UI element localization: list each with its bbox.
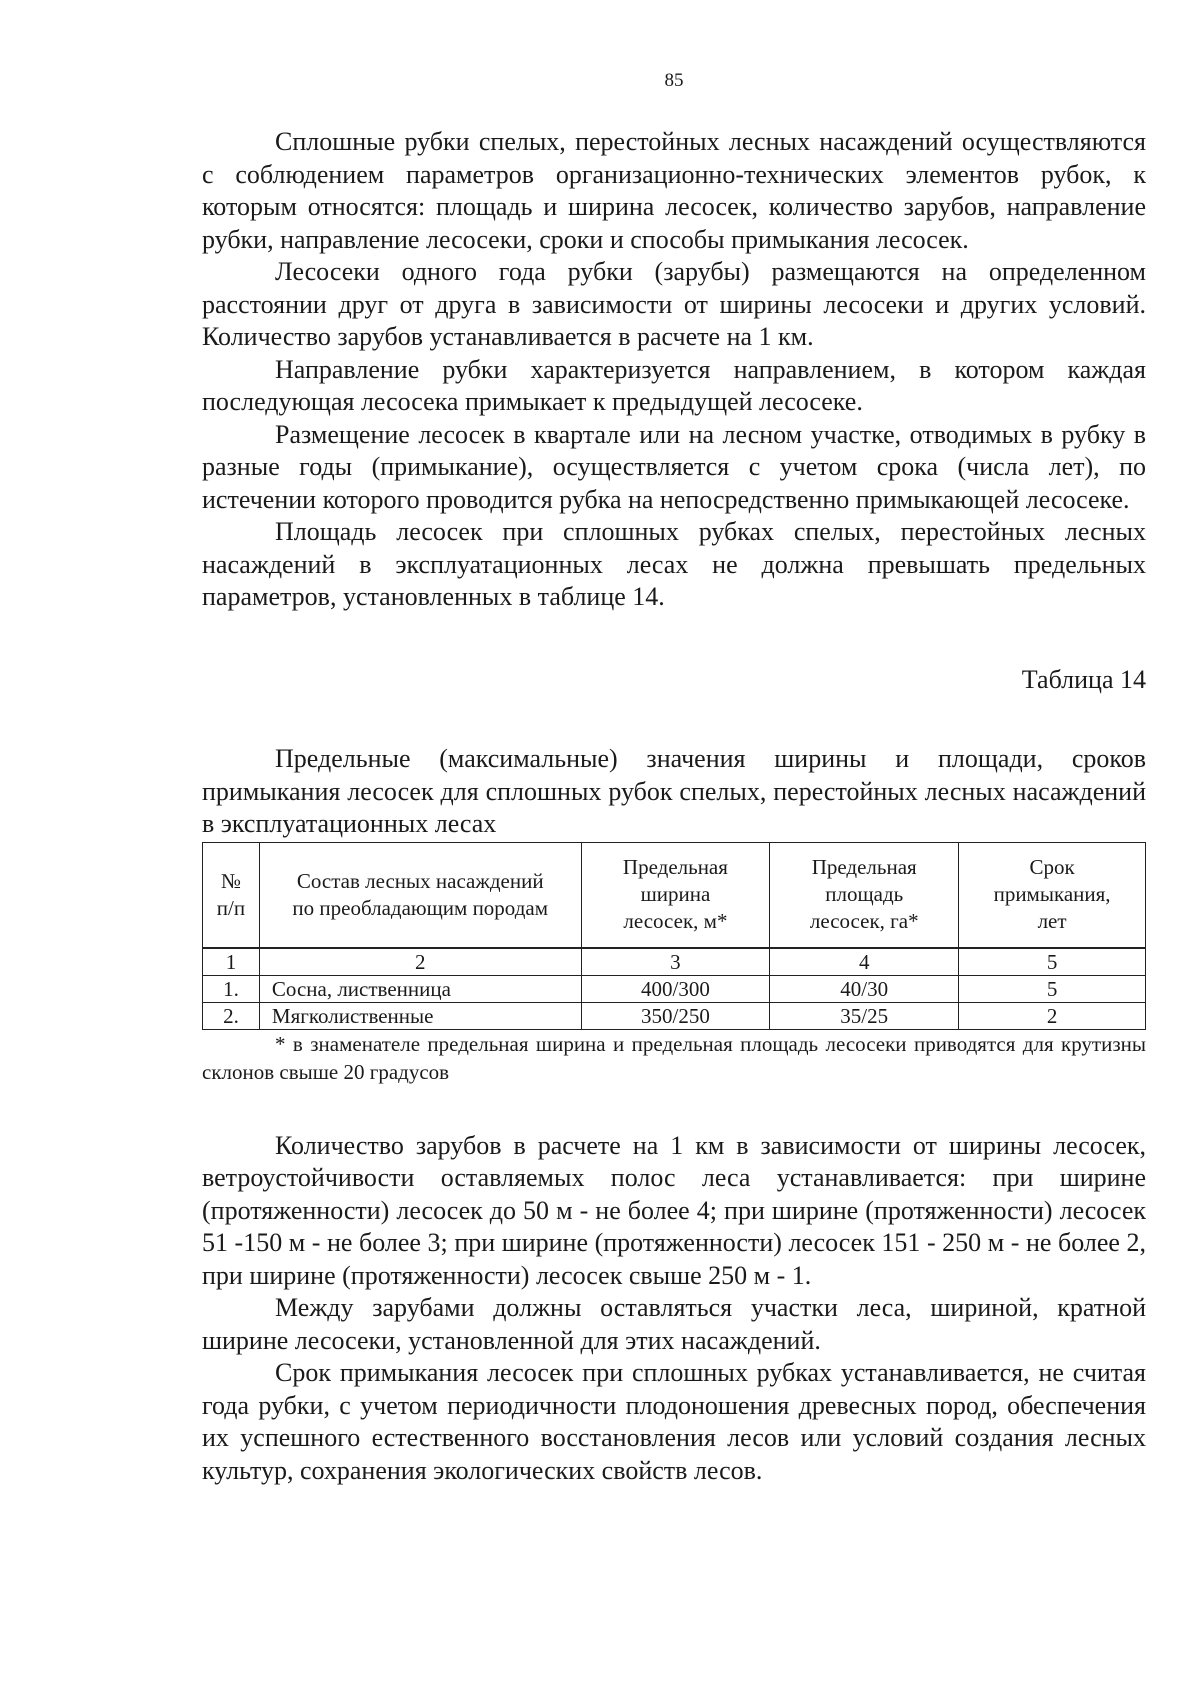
paragraph-adjacency-term: Срок примыкания лесосек при сплошных рубках устанавливается, не считая года рубки, с учетом периодичности плодоношения древесных пород, обеспечения их успешного естественного восстановления лесов или условий создания лесных культур, сохранения экологических свойств лесов. [202,1358,1146,1485]
max-width-cell: 350/250 [581,1002,770,1029]
max-area-cell: 35/25 [770,1002,959,1029]
composition-cell: Сосна, лиственница [259,975,581,1002]
table-column-numbers-row [203,948,1146,976]
paragraph-area-limits: Площадь лесосек при сплошных рубках спелых, перестойных лесных насаждений в эксплуатационных лесах не должна превышать предельных параметров, установленных в таблице 14. [202,517,1146,611]
table-label: Таблица 14 [1021,664,1146,694]
document-body [202,126,1146,1487]
table-header-row [203,842,1146,948]
paragraph-cutting-areas-placement: Лесосеки одного года рубки (зарубы) размещаются на определенном расстоянии друг от друга в зависимости от ширины лесосеки и других условий. Количество зарубов устанавливается в расчете на 1 км. [202,257,1146,351]
header-number: № п/п [203,842,260,948]
paragraph-cutting-direction: Направление рубки характеризуется направлением, в котором каждая последующая лесосека примыкает к предыдущей лесосеке. [202,354,1146,416]
table-row [203,1002,1146,1029]
table-footnote: * в знаменателе предельная ширина и предельная площадь лесосеки приводятся для крутизны склонов свыше 20 градусов [202,1031,1146,1084]
paragraph-forest-strips: Между зарубами должны оставляться участки леса, шириной, кратной ширине лесосеки, установленной для этих насаждений. [202,1293,1146,1355]
paragraph-adjacency: Размещение лесосек в квартале или на лесном участке, отводимых в рубку в разные годы (примыкание), осуществляется с учетом срока (числа лет), по истечении которого проводится рубка на непосредственно примыкающей лесосеке. [202,419,1146,514]
header-composition: Состав лесных насаждений по преобладающим породам [259,842,581,948]
table-row [203,975,1146,1002]
column-number-cell: 3 [581,948,770,976]
paragraph-number-of-cuts: Количество зарубов в расчете на 1 км в зависимости от ширины лесосек, ветроустойчивости оставляемых полос леса устанавливается: при ширине (протяженности) лесосек до 50 м - не более 4; при ширине (протяженности) лесосек 51 -150 м - не более 3; при ширине (протяженности) лесосек 151 - 250 м - не более 2, при ширине (протяженности) лесосек свыше 250 м - 1. [202,1130,1146,1290]
limits-table [202,842,1146,1030]
table-caption: Предельные (максимальные) значения ширины и площади, сроков примыкания лесосек для сплошных рубок спелых, перестойных лесных насаждений в эксплуатационных лесах [202,744,1146,838]
header-max-width: Предельная ширина лесосек, м* [581,842,770,948]
column-number-cell: 2 [259,948,581,976]
row-number-cell: 1. [203,975,260,1002]
max-area-cell: 40/30 [770,975,959,1002]
column-number-cell: 4 [770,948,959,976]
header-max-area: Предельная площадь лесосек, га* [770,842,959,948]
column-number-cell: 1 [203,948,260,976]
paragraph-clear-cutting-parameters: Сплошные рубки спелых, перестойных лесных насаждений осуществляются с соблюдением параметров организационно-технических элементов рубок, к которым относятся: площадь и ширина лесосек, количество зарубов, направление рубки, направление лесосеки, сроки и способы примыкания лесосек. [202,127,1146,254]
adjacency-term-cell: 5 [959,975,1146,1002]
max-width-cell: 400/300 [581,975,770,1002]
composition-cell: Мягколиственные [259,1002,581,1029]
bottom-paragraphs [202,1130,1146,1488]
header-adjacency-term: Срок примыкания, лет [959,842,1146,948]
row-number-cell: 2. [203,1002,260,1029]
adjacency-term-cell: 2 [959,1002,1146,1029]
column-number-cell: 5 [959,948,1146,976]
page-number: 85 [664,70,684,91]
